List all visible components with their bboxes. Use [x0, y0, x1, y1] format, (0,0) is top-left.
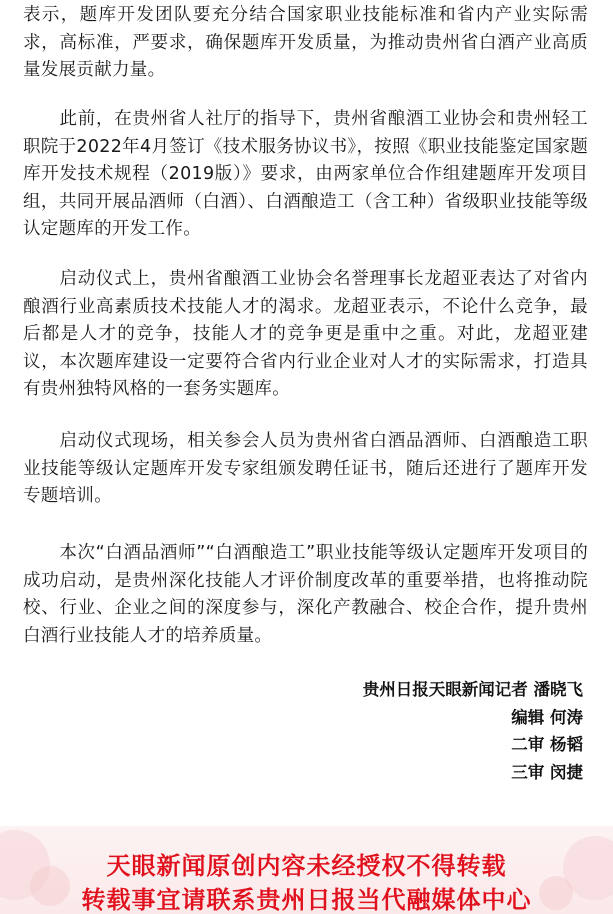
article-paragraph-3: 启动仪式上，贵州省酿酒工业协会名誉理事长龙超亚表达了对省内酿酒行业高素质技术技能人才的渴求。龙超亚表示，不论什么竞争，最后都是人才的竞争，技能人才的竞争更是重中之重。对此，龙超亚建议，本次题库建设一定要符合省内行业企业对人才的实际需求，打造具有贵州独特风格的一套务实题库。	[23, 269, 588, 399]
article-paragraph-2: 此前，在贵州省人社厅的指导下，贵州省酿酒工业协会和贵州轻工职院于2022年4月签订《技术服务协议书》，按照《职业技能鉴定国家题库开发技术规程（2019版）》要求，由两家单位合作组建题库开发项目组，共同开展品酒师（白酒）、白酒酿造工（含工种）省级职业技能等级认定题库的开发工作。	[23, 109, 588, 239]
editor-credit: 编辑 何涛	[511, 707, 583, 727]
article-paragraph-4: 启动仪式现场，相关参会人员为贵州省白酒品酒师、白酒酿造工职业技能等级认定题库开发专家组颁发聘任证书，随后还进行了题库开发专题培训。	[23, 431, 588, 506]
article-paragraph-5: 本次“白酒品酒师”“白酒酿造工”职业技能等级认定题库开发项目的成功启动，是贵州深化技能人才评价制度改革的重要举措，也将推动院校、行业、企业之间的深度参与，深化产教融合、校企合作，提升贵州白酒行业技能人才的培养质量。	[23, 543, 588, 646]
reprint-contact-notice: 转载事宜请联系贵州日报当代融媒体中心	[81, 886, 532, 914]
third-review-credit: 三审 闵捷	[511, 762, 583, 782]
copyright-banner	[0, 826, 613, 914]
second-review-credit: 二审 杨韬	[511, 735, 583, 754]
article-paragraph-1: 表示，题库开发团队要充分结合国家职业技能标准和省内产业实际需求，高标准，严要求，确保题库开发质量，为推动贵州省白酒产业高质量发展贡献力量。	[23, 5, 588, 80]
reporter-credit: 贵州日报天眼新闻记者 潘晓飞	[362, 680, 583, 699]
copyright-notice: 天眼新闻原创内容未经授权不得转载	[106, 852, 507, 880]
article-credits	[363, 676, 583, 786]
